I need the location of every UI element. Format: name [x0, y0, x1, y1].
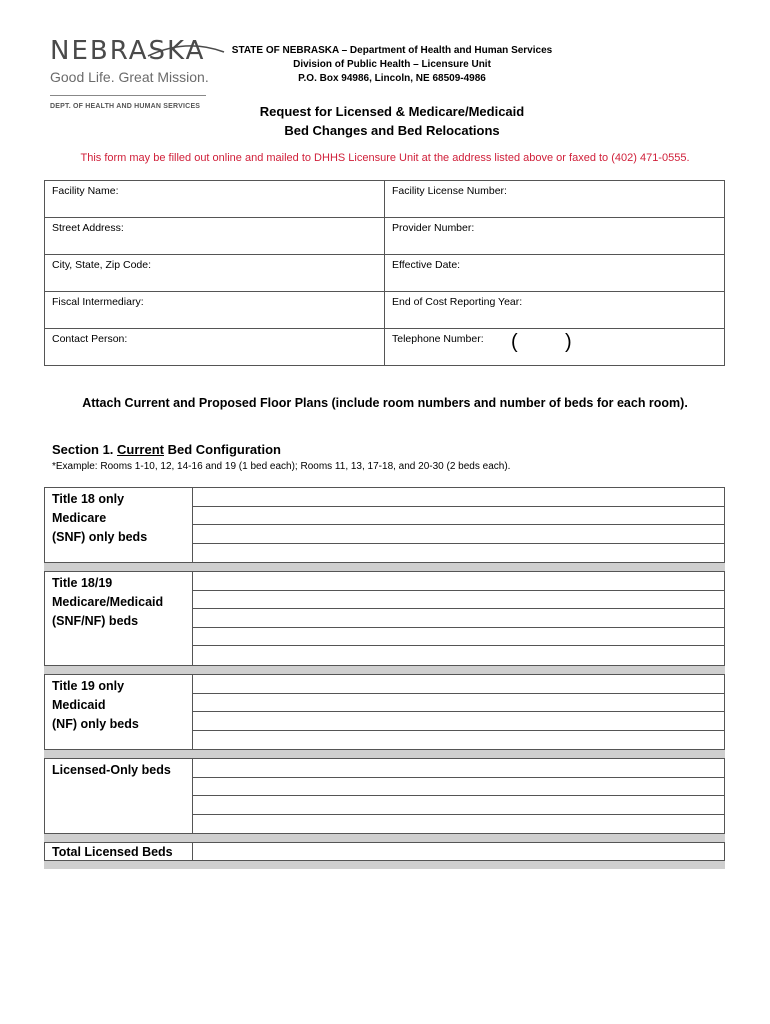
- bed-group-title19-entries: [193, 675, 724, 749]
- total-licensed-beds-entry[interactable]: [193, 843, 724, 860]
- section-1-prefix: Section 1.: [52, 442, 118, 457]
- bed-entry-line[interactable]: [193, 544, 724, 563]
- bed-entry-line[interactable]: [193, 675, 724, 694]
- bed-entry-line[interactable]: [193, 609, 724, 628]
- logo-department: DEPT. OF HEALTH AND HUMAN SERVICES: [50, 103, 201, 110]
- attach-floor-plans-instruction: Attach Current and Proposed Floor Plans (include room numbers and number of beds for each room).: [82, 396, 688, 410]
- bed-group-separator: [44, 834, 725, 842]
- title1819-line1: Title 18/19: [52, 576, 113, 590]
- bed-group-licensed-only-entries: [193, 759, 724, 833]
- form-title-line2: Bed Changes and Bed Relocations: [284, 123, 500, 138]
- contact-person-label: Contact Person:: [52, 333, 128, 345]
- title18-line1: Title 18 only: [52, 492, 125, 506]
- bed-entry-line[interactable]: [193, 646, 724, 665]
- city-state-zip-field[interactable]: [45, 255, 385, 292]
- title18-line3: (SNF) only beds: [52, 530, 148, 544]
- title1819-line2: Medicare/Medicaid: [52, 595, 164, 609]
- bed-entry-line[interactable]: [193, 572, 724, 591]
- logo-wordmark: NEBRASKA: [50, 36, 206, 66]
- bed-group-separator: [44, 563, 725, 571]
- bed-group-separator: [44, 666, 725, 674]
- bed-group-title19-label: [45, 675, 193, 749]
- bed-group-licensed-only-label: [45, 759, 193, 833]
- logo-divider: [50, 95, 206, 96]
- bed-group-title1819-label: [45, 572, 193, 665]
- provider-number-label: Provider Number:: [392, 222, 475, 234]
- effective-date-label: Effective Date:: [392, 259, 461, 271]
- section-1-underlined: Current: [117, 442, 164, 457]
- facility-info-table: [44, 180, 725, 366]
- bed-entry-line[interactable]: [193, 759, 724, 778]
- street-address-label: Street Address:: [52, 222, 124, 234]
- header-division: Division of Public Health – Licensure Unit: [293, 59, 491, 70]
- bed-group-title18: [44, 487, 725, 563]
- bed-entry-line[interactable]: [193, 815, 724, 834]
- bed-entry-line[interactable]: [193, 731, 724, 750]
- bed-group-title18-label: [45, 488, 193, 562]
- bed-entry-line[interactable]: [193, 796, 724, 815]
- bed-group-title19: [44, 674, 725, 750]
- section-1-example: *Example: Rooms 1-10, 12, 14-16 and 19 (1 bed each); Rooms 11, 13, 17-18, and 20-30 (2 beds each).: [52, 461, 511, 472]
- fiscal-intermediary-field[interactable]: [45, 292, 385, 329]
- fiscal-intermediary-label: Fiscal Intermediary:: [52, 296, 144, 308]
- bed-entry-line[interactable]: [193, 694, 724, 713]
- licensed-only-line1: Licensed-Only beds: [52, 763, 171, 777]
- facility-name-field[interactable]: [45, 181, 385, 218]
- bed-entry-line[interactable]: [193, 488, 724, 507]
- bed-group-title18-entries: [193, 488, 724, 562]
- effective-date-field[interactable]: [385, 255, 725, 292]
- street-address-field[interactable]: [45, 218, 385, 255]
- bed-group-total: [44, 842, 725, 861]
- contact-person-field[interactable]: [45, 329, 385, 366]
- title19-line3: (NF) only beds: [52, 717, 139, 731]
- bed-entry-line[interactable]: [193, 778, 724, 797]
- end-of-cost-reporting-year-label: End of Cost Reporting Year:: [392, 296, 523, 308]
- title19-line2: Medicaid: [52, 698, 106, 712]
- title18-line2: Medicare: [52, 511, 107, 525]
- bed-entry-line[interactable]: [193, 628, 724, 647]
- title19-line1: Title 19 only: [52, 679, 125, 693]
- bed-group-separator: [44, 750, 725, 758]
- area-code-open-paren: (: [511, 331, 518, 353]
- bed-group-total-label: Total Licensed Beds: [45, 843, 193, 860]
- section-1-suffix: Bed Configuration: [163, 442, 281, 457]
- bed-group-title1819-entries: [193, 572, 724, 665]
- area-code-close-paren: ): [565, 331, 572, 353]
- section-1-title: [52, 442, 281, 457]
- title1819-line3: (SNF/NF) beds: [52, 614, 139, 628]
- facility-name-label: Facility Name:: [52, 185, 119, 197]
- logo-tagline: Good Life. Great Mission.: [50, 69, 209, 85]
- bed-group-title1819: [44, 571, 725, 666]
- bed-group-separator: [44, 861, 725, 869]
- bed-entry-line[interactable]: [193, 712, 724, 731]
- header-address: P.O. Box 94986, Lincoln, NE 68509-4986: [298, 73, 486, 84]
- bed-group-licensed-only: [44, 758, 725, 834]
- city-state-zip-label: City, State, Zip Code:: [52, 259, 152, 271]
- facility-license-number-field[interactable]: [385, 181, 725, 218]
- form-title-line1: Request for Licensed & Medicare/Medicaid: [259, 104, 525, 119]
- facility-license-number-label: Facility License Number:: [392, 185, 507, 197]
- telephone-number-field[interactable]: [385, 329, 725, 366]
- end-of-cost-reporting-year-field[interactable]: [385, 292, 725, 329]
- provider-number-field[interactable]: [385, 218, 725, 255]
- nebraska-dhhs-logo: [50, 36, 220, 110]
- telephone-number-label: Telephone Number:: [392, 333, 484, 345]
- bed-entry-line[interactable]: [193, 591, 724, 610]
- bed-entry-line[interactable]: [193, 507, 724, 526]
- bed-entry-line[interactable]: [193, 525, 724, 544]
- header-agency: STATE OF NEBRASKA – Department of Health and Human Services: [231, 45, 553, 56]
- submission-notice: This form may be filled out online and mailed to DHHS Licensure Unit at the address listed above or faxed to (402) 471-0555.: [80, 152, 690, 164]
